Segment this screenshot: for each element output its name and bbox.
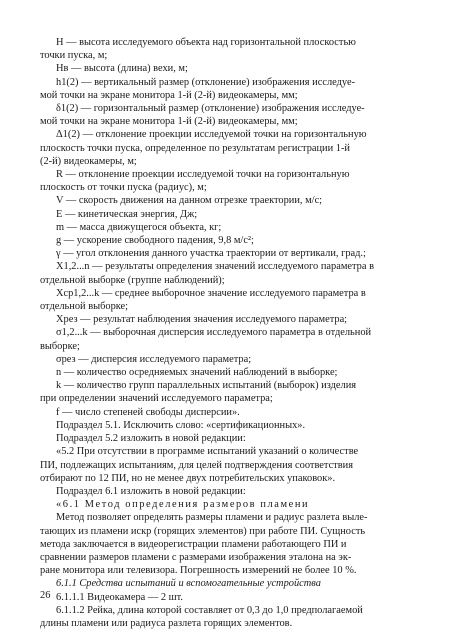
amend-6-1-intro: Подраздел 6.1 изложить в новой редакции: <box>56 485 246 497</box>
def-sigma-line-2: выборке; <box>40 340 80 352</box>
def-R-line-2: плоскость от точки пуска (радиус), м; <box>40 182 207 194</box>
def-m: m — масса движущегося объекта, кг; <box>56 221 222 233</box>
amend-5-1: Подраздел 5.1. Исключить слово: «сертификационных». <box>56 419 306 431</box>
amend-5-2-line-2: ПИ, подлежащих испытаниям, для целей подтверждения соответствия <box>40 459 353 471</box>
method-body-line-5: ране монитора или телевизора. Погрешность измерений не более 10 %. <box>40 565 357 577</box>
item-6-1-1-2-line-1: 6.1.1.2 Рейка, длина которой составляет от 0,3 до 1,0 предполагаемой <box>56 604 363 616</box>
def-hv: Hв — высота (длина) вехи, м; <box>56 63 188 75</box>
def-X-line-1: X1,2...n — результаты определения значений исследуемого параметра в <box>56 261 374 273</box>
method-body-line-4: сравнении размеров пламени с размерами изображения эталона на эк- <box>40 551 352 563</box>
def-Delta-line-3: (2-й) видеокамеры, м; <box>40 155 137 167</box>
def-X-line-2: отдельной выборке (группе наблюдений); <box>40 274 225 286</box>
amend-5-2-line-1: «5.2 При отсутствии в программе испытаний указаний о количестве <box>56 446 359 458</box>
item-6-1-1-2-line-2: длины пламени или радиуса разлета горящих элементов. <box>40 617 293 629</box>
method-heading: «6.1 Метод определения размеров пламени <box>56 499 310 511</box>
amend-5-2-line-3: отбирают по 12 ПИ, но не менее двух потребительских упаковок». <box>40 472 336 484</box>
def-sigma-rez: σрез — дисперсия исследуемого параметра; <box>56 353 252 365</box>
definition-list <box>40 36 417 630</box>
item-6-1-1-1: 6.1.1.1 Видеокамера — 2 шт. <box>56 591 183 603</box>
def-Delta-line-1: Δ1(2) — отклонение проекции исследуемой точки на горизонтальную <box>56 129 367 141</box>
def-h-line-2: точки пуска, м; <box>40 50 108 62</box>
def-k-line-2: при определении значений исследуемого параметра; <box>40 393 273 405</box>
method-body-line-3: метода заключается в видеорегистрации пламени работающего ПИ и <box>40 538 347 550</box>
def-Xrez: Xрез — результат наблюдения значения исследуемого параметра; <box>56 314 348 326</box>
method-body-line-2: тающих из пламени искр (горящих элементов) при работе ПИ. Сущность <box>40 525 366 537</box>
def-h12-line-2: мой точки на экране монитора 1-й (2-й) видеокамеры, мм; <box>40 89 298 101</box>
def-sigma-line-1: σ1,2...k — выборочная дисперсия исследуемого параметра в отдельной <box>56 327 372 339</box>
def-Delta-line-2: плоскость точки пуска, определенное по результатам регистрации 1-й <box>40 142 350 154</box>
def-gamma: γ — угол отклонения данного участка траектории от вертикали, град.; <box>56 248 366 260</box>
def-delta-line-1: δ1(2) — горизонтальный размер (отклонение) изображения исследуе- <box>56 103 365 115</box>
def-E: E — кинетическая энергия, Дж; <box>56 208 198 220</box>
def-V: V — скорость движения на данном отрезке траектории, м/с; <box>56 195 323 207</box>
def-n: n — количество осредняемых значений наблюдений в выборке; <box>56 367 338 379</box>
def-delta-line-2: мой точки на экране монитора 1-й (2-й) видеокамеры, мм; <box>40 116 298 128</box>
def-h12-line-1: h1(2) — вертикальный размер (отклонение) изображения исследуе- <box>56 76 356 88</box>
method-body-line-1: Метод позволяет определять размеры пламени и радиус разлета выле- <box>56 512 368 524</box>
def-Xcp-line-2: отдельной выборке; <box>40 301 129 313</box>
def-f: f — число степеней свободы дисперсии». <box>56 406 240 418</box>
def-h-line-1: H — высота исследуемого объекта над горизонтальной плоскостью <box>56 37 356 48</box>
def-R-line-1: R — отклонение проекции исследуемой точки на горизонтальную <box>56 169 350 181</box>
amend-5-2-intro: Подраздел 5.2 изложить в новой редакции: <box>56 433 246 445</box>
page-number: 26 <box>40 590 51 601</box>
subsection-6-1-1-title: 6.1.1 Средства испытаний и вспомогательные устройства <box>56 578 321 590</box>
def-k-line-1: k — количество групп параллельных испытаний (выборок) изделия <box>56 380 357 392</box>
def-Xcp-line-1: Xср1,2...k — среднее выборочное значение исследуемого параметра в <box>56 287 366 299</box>
def-g: g — ускорение свободного падения, 9,8 м/с²; <box>56 235 254 247</box>
